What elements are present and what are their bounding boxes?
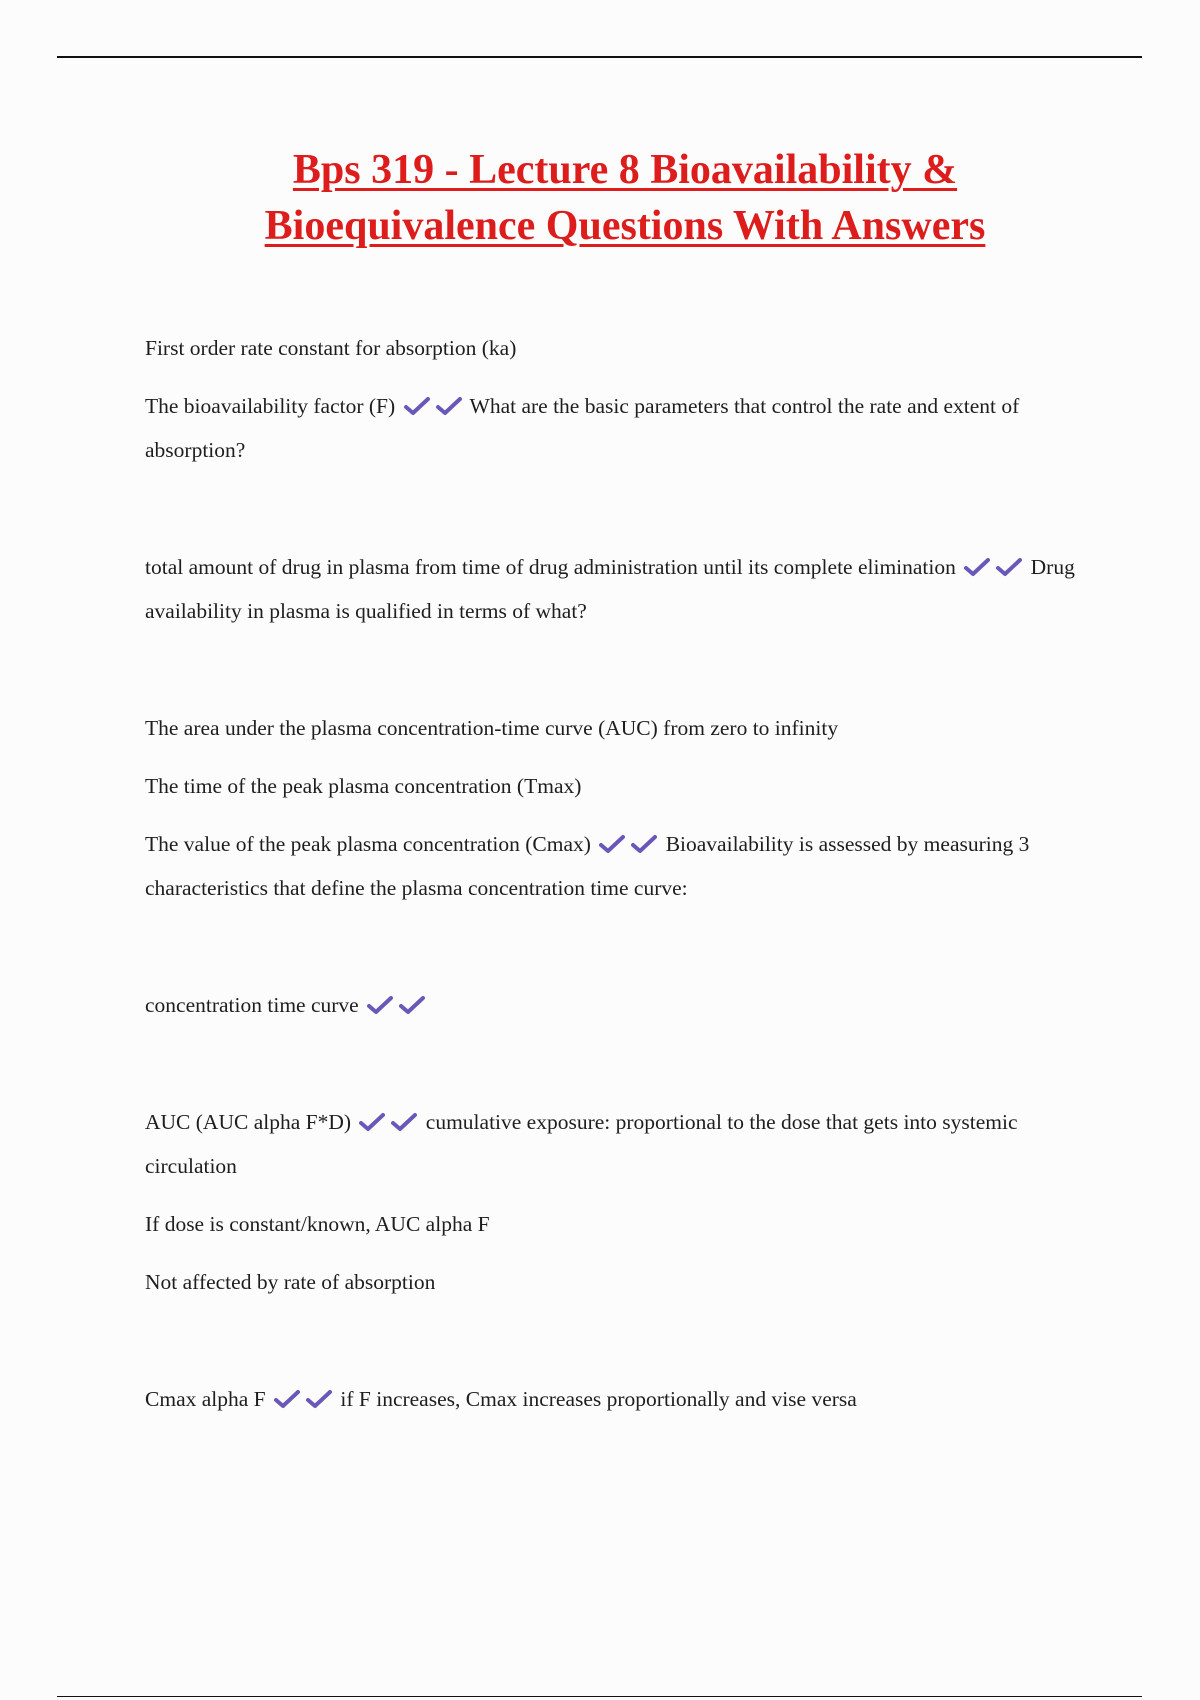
text-line: First order rate constant for absorption (ka) — [145, 336, 517, 360]
text-line: If dose is constant/known, AUC alpha F — [145, 1212, 490, 1236]
checkmark-icon — [963, 557, 991, 577]
question-text: cumulative exposure: proportional to the dose that gets into systemic circulation — [145, 1110, 1018, 1178]
checkmark-icon — [273, 1389, 301, 1409]
answer-text: AUC (AUC alpha F*D) — [145, 1110, 352, 1134]
checkmark-icon — [366, 995, 394, 1015]
qa-item — [145, 1100, 1095, 1188]
checkmark-icon — [630, 834, 658, 854]
page-title — [100, 142, 1150, 254]
checkmark-icon — [358, 1112, 386, 1132]
bottom-divider — [57, 1696, 1142, 1697]
text-line: Not affected by rate of absorption — [145, 1270, 436, 1294]
answer-text: total amount of drug in plasma from time of drug administration until its complete elimination — [145, 555, 956, 579]
checkmark-icon — [403, 396, 431, 416]
question-text: Drug availability in plasma is qualified in terms of what? — [145, 555, 1075, 623]
answer-text: concentration time curve — [145, 993, 359, 1017]
qa-content — [145, 326, 1095, 1421]
answer-text: The bioavailability factor (F) — [145, 394, 396, 418]
question-text: if F increases, Cmax increases proportionally and vise versa — [340, 1387, 857, 1411]
qa-item — [145, 822, 1095, 910]
title-line-2: Bioequivalence Questions With Answers — [264, 203, 986, 249]
top-divider — [57, 56, 1142, 58]
text-line: The time of the peak plasma concentration (Tmax) — [145, 774, 582, 798]
qa-item — [145, 1377, 1095, 1421]
question-text: Bioavailability is assessed by measuring 3 characteristics that define the plasma concentration time curve: — [145, 832, 1030, 900]
qa-item — [145, 983, 1095, 1027]
title-line-1: Bps 319 - Lecture 8 Bioavailability & — [292, 147, 958, 193]
checkmark-icon — [598, 834, 626, 854]
checkmark-icon — [435, 396, 463, 416]
checkmark-icon — [305, 1389, 333, 1409]
question-text: What are the basic parameters that control the rate and extent of absorption? — [145, 394, 1020, 462]
answer-text: Cmax alpha F — [145, 1387, 266, 1411]
checkmark-icon — [995, 557, 1023, 577]
checkmark-icon — [398, 995, 426, 1015]
text-line: The area under the plasma concentration-time curve (AUC) from zero to infinity — [145, 716, 839, 740]
answer-text: The value of the peak plasma concentration (Cmax) — [145, 832, 591, 856]
checkmark-icon — [390, 1112, 418, 1132]
qa-item — [145, 545, 1095, 633]
qa-item — [145, 384, 1095, 472]
